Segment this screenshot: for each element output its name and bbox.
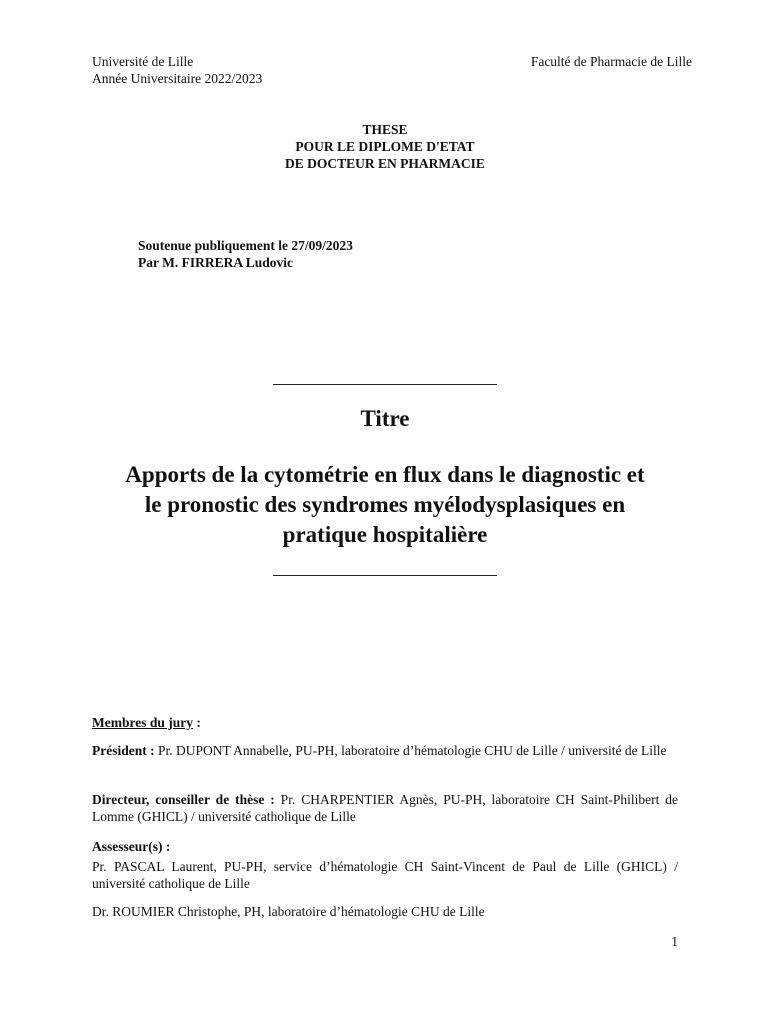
page-number: 1	[671, 934, 678, 949]
title-heading: Titre	[360, 406, 410, 431]
university-name: Université de Lille	[92, 54, 194, 69]
jury-heading-label: Membres du jury	[92, 715, 193, 730]
thesis-title-line-2: le pronostic des syndromes myélodysplasiques en	[144, 492, 626, 517]
jury-heading-suffix: :	[193, 715, 201, 730]
defense-date: Soutenue publiquement le 27/09/2023	[138, 238, 353, 253]
assessor-1: Pr. PASCAL Laurent, PU-PH, service d’hématologie CH Saint-Vincent de Paul de Lille (GHICL) / université catholique de Lille	[92, 859, 678, 891]
thesis-title	[0, 460, 770, 550]
thesis-title-line-3: pratique hospitalière	[282, 522, 488, 547]
assessor-2: Dr. ROUMIER Christophe, PH, laboratoire d’hématologie CHU de Lille	[92, 904, 485, 919]
president-text: Pr. DUPONT Annabelle, PU-PH, laboratoire d’hématologie CHU de Lille / université de Lille	[154, 743, 667, 758]
director-label: Directeur, conseiller de thèse :	[92, 792, 275, 807]
director-text: Pr. CHARPENTIER Agnès, PU-PH, laboratoire CH Saint-Philibert de Lomme (GHICL) / université catholique de Lille	[92, 792, 678, 824]
jury-director	[92, 791, 678, 825]
president-label: Président :	[92, 743, 155, 758]
thesis-title-line-1: Apports de la cytométrie en flux dans le diagnostic et	[125, 462, 645, 487]
jury-heading	[92, 714, 201, 731]
faculty-name: Faculté de Pharmacie de Lille	[530, 54, 692, 69]
thesis-line-1: THESE	[362, 122, 408, 137]
defense-author: Par M. FIRRERA Ludovic	[138, 255, 294, 270]
jury-president	[92, 742, 678, 759]
title-rule-bottom	[273, 575, 497, 576]
academic-year: Année Universitaire 2022/2023	[92, 71, 263, 86]
title-rule-top	[273, 384, 497, 385]
thesis-line-3: DE DOCTEUR EN PHARMACIE	[285, 156, 485, 171]
assessors-label: Assesseur(s) :	[92, 839, 171, 854]
thesis-line-2: POUR LE DIPLOME D'ETAT	[295, 139, 475, 154]
thesis-heading	[0, 121, 770, 172]
header-left	[92, 53, 262, 87]
defense-info	[138, 237, 353, 271]
